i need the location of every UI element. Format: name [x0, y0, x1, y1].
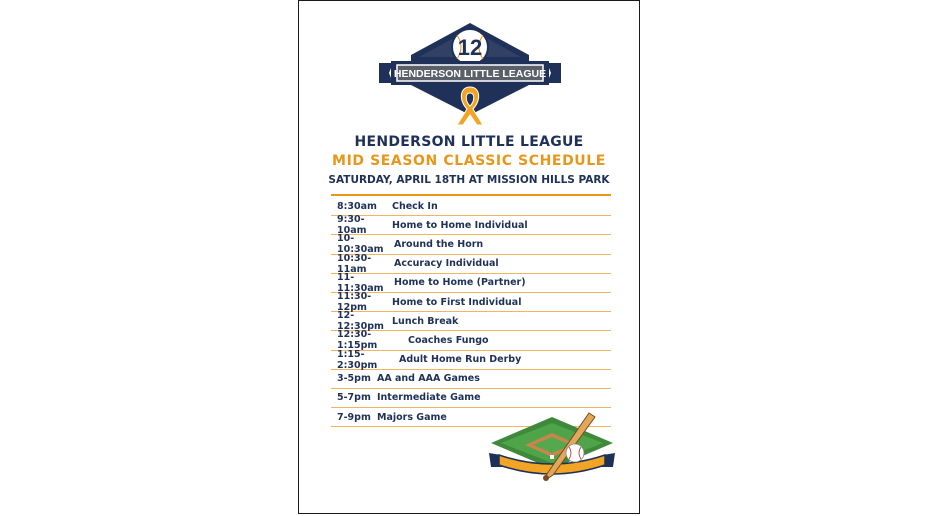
schedule-flyer: [298, 0, 640, 514]
time: 10:30-11am: [337, 252, 372, 275]
date-location: SATURDAY, APRIL 18TH AT MISSION HILLS PARK: [328, 174, 610, 186]
league-logo: [379, 21, 561, 127]
event: Accuracy Individual: [394, 258, 499, 270]
time: 5-7pm: [337, 392, 371, 404]
time: 1:15-2:30pm: [337, 348, 378, 371]
event: Home to Home (Partner): [394, 277, 526, 289]
logo-league-name: HENDERSON LITTLE LEAGUE: [393, 68, 547, 80]
time: 11-11:30am: [337, 271, 384, 294]
event: Lunch Break: [392, 315, 459, 327]
event: Around the Horn: [394, 238, 484, 250]
divider: [331, 194, 611, 196]
schedule-title: MID SEASON CLASSIC SCHEDULE: [332, 153, 606, 169]
schedule-row: [331, 389, 611, 408]
league-title: HENDERSON LITTLE LEAGUE: [354, 134, 584, 150]
schedule-row: [331, 370, 611, 389]
schedule-list: [331, 197, 611, 427]
event: AA and AAA Games: [377, 373, 480, 385]
event: Home to First Individual: [392, 296, 522, 308]
time: 3-5pm: [337, 373, 371, 385]
event: Majors Game: [377, 411, 447, 423]
time: 10-10:30am: [337, 233, 384, 256]
time: 11:30-12pm: [337, 291, 372, 314]
event: Home to Home Individual: [392, 219, 528, 231]
time: 12:30-1:15pm: [337, 329, 378, 352]
time: 8:30am: [337, 200, 377, 212]
schedule-row: [331, 348, 611, 371]
event: Coaches Fungo: [408, 334, 489, 346]
event: Intermediate Game: [377, 392, 481, 404]
time: 9:30-10am: [337, 214, 367, 237]
event: Adult Home Run Derby: [399, 354, 522, 366]
event: Check In: [392, 200, 438, 212]
baseball-field-icon: [487, 409, 617, 485]
time: 7-9pm: [337, 411, 371, 423]
logo-number: 12: [457, 35, 483, 60]
time: 12-12:30pm: [337, 310, 384, 333]
